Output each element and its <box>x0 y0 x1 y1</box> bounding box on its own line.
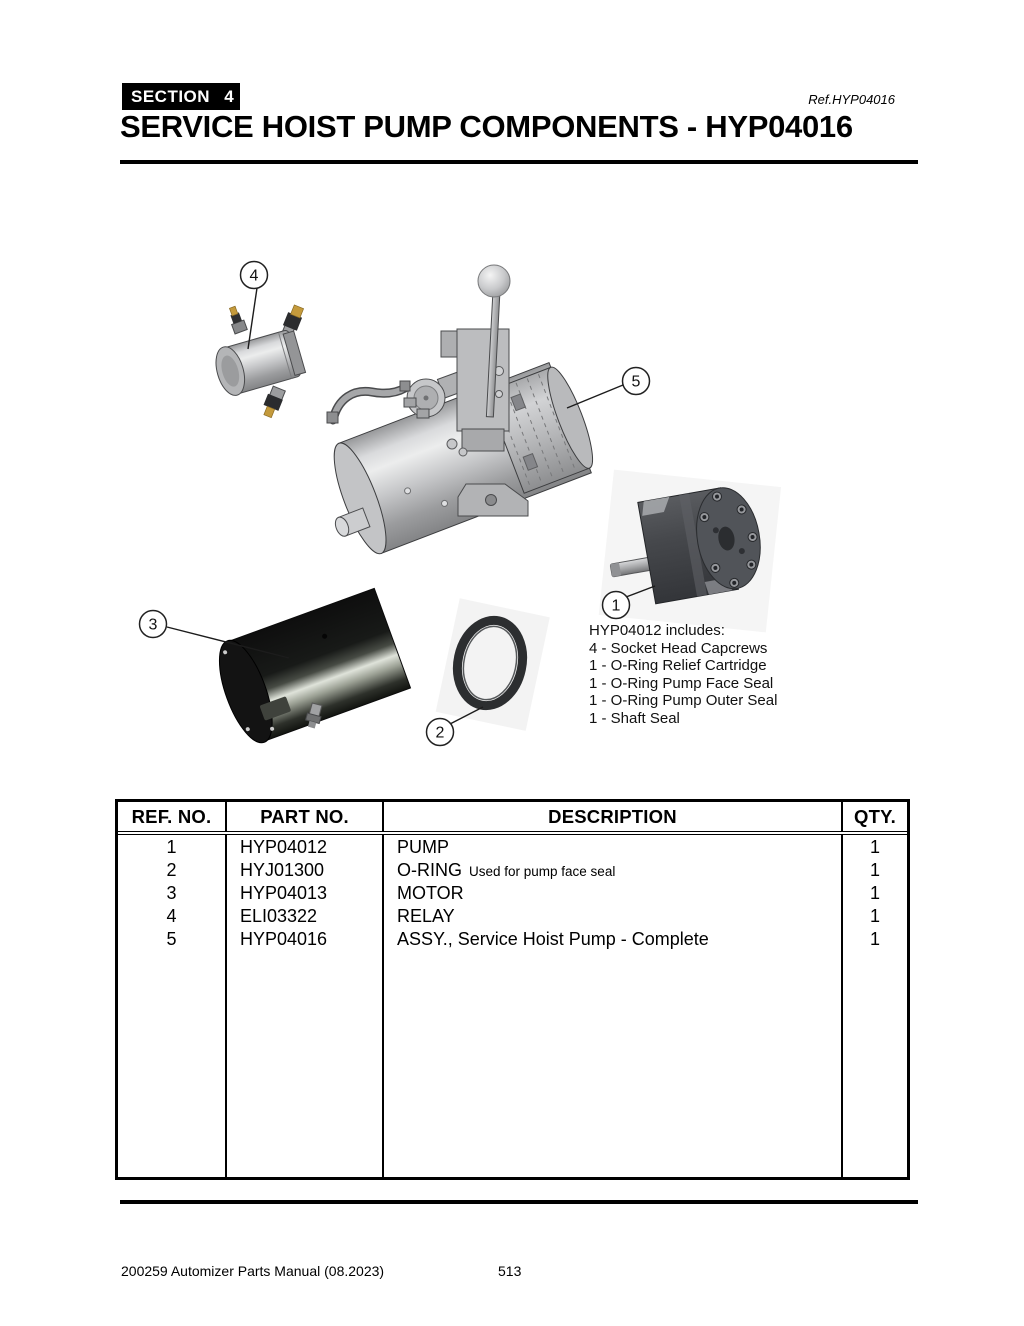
cell-desc-4: ASSY., Service Hoist Pump - Complete <box>397 929 709 949</box>
page-title: SERVICE HOIST PUMP COMPONENTS - HYP04016 <box>120 109 853 144</box>
relay-stud-left <box>226 305 247 334</box>
cell-part-2: HYP04013 <box>240 883 328 903</box>
cell-ref-4: 5 <box>166 929 177 949</box>
desc-note: Used for pump face seal <box>469 864 616 879</box>
includes-heading: HYP04012 includes: <box>589 622 725 639</box>
callout-3-label: 3 <box>148 616 158 634</box>
o-ring-illustration <box>436 598 550 731</box>
cell-ref-2: 3 <box>166 883 177 903</box>
parts-table <box>115 799 910 1180</box>
pump-assembly-illustration <box>308 265 602 565</box>
header-part-no: PART NO. <box>227 802 384 831</box>
description-column <box>384 835 843 1177</box>
callout-4-label: 4 <box>249 267 259 285</box>
section-badge: SECTION 4 <box>122 83 240 110</box>
includes-item: 1 - O-Ring Pump Outer Seal <box>589 692 778 709</box>
leader-line-5 <box>567 385 623 408</box>
motor-illustration <box>209 587 411 749</box>
cell-ref-0: 1 <box>166 837 177 857</box>
header-description: DESCRIPTION <box>384 802 843 831</box>
cell-part-3: ELI03322 <box>240 906 318 926</box>
cell-part-0: HYP04012 <box>240 837 328 857</box>
part-no-column <box>227 835 384 1177</box>
callout-5-label: 5 <box>631 373 641 391</box>
relay-stud-bottom <box>260 385 286 419</box>
includes-item: 1 - O-Ring Pump Face Seal <box>589 674 774 692</box>
cell-qty-4: 1 <box>869 929 880 949</box>
cell-desc-0: PUMP <box>397 837 450 857</box>
includes-item: 1 - Shaft Seal <box>589 709 680 727</box>
cell-qty-2: 1 <box>869 883 880 903</box>
cell-desc-1: O-RING Used for pump face seal <box>397 860 616 880</box>
ref-no-column <box>118 835 227 1177</box>
footer-page-number: 513 <box>498 1263 522 1279</box>
cell-qty-0: 1 <box>869 837 880 857</box>
title-rule <box>120 160 918 164</box>
qty-column <box>843 835 907 1177</box>
footer-manual-label: 200259 Automizer Parts Manual (08.2023) <box>121 1263 385 1279</box>
callout-2-label: 2 <box>435 724 445 742</box>
cell-qty-1: 1 <box>869 860 880 880</box>
cell-desc-3: RELAY <box>397 906 455 926</box>
callout-1-label: 1 <box>611 597 621 615</box>
ref-label: Ref.HYP04016 <box>808 92 895 107</box>
lever-ball-knob <box>478 265 510 297</box>
exploded-parts-diagram <box>0 170 1024 800</box>
cell-desc-2: MOTOR <box>397 883 464 903</box>
header-ref-no: REF. NO. <box>118 802 227 831</box>
cell-part-1: HYJ01300 <box>240 860 325 880</box>
includes-item: 4 - Socket Head Capcrews <box>589 639 768 657</box>
footer-rule <box>120 1200 918 1204</box>
parts-table-header <box>118 802 907 835</box>
includes-item: 1 - O-Ring Relief Cartridge <box>589 657 767 674</box>
header-qty: QTY. <box>854 805 896 827</box>
lever-bracket <box>457 329 509 431</box>
cell-qty-3: 1 <box>869 906 880 926</box>
cell-ref-1: 2 <box>166 860 177 880</box>
cell-part-4: HYP04016 <box>240 929 328 949</box>
cell-ref-3: 4 <box>166 906 177 926</box>
parts-table-body <box>118 835 907 1177</box>
relay-illustration <box>211 304 306 419</box>
includes-note <box>589 622 777 727</box>
